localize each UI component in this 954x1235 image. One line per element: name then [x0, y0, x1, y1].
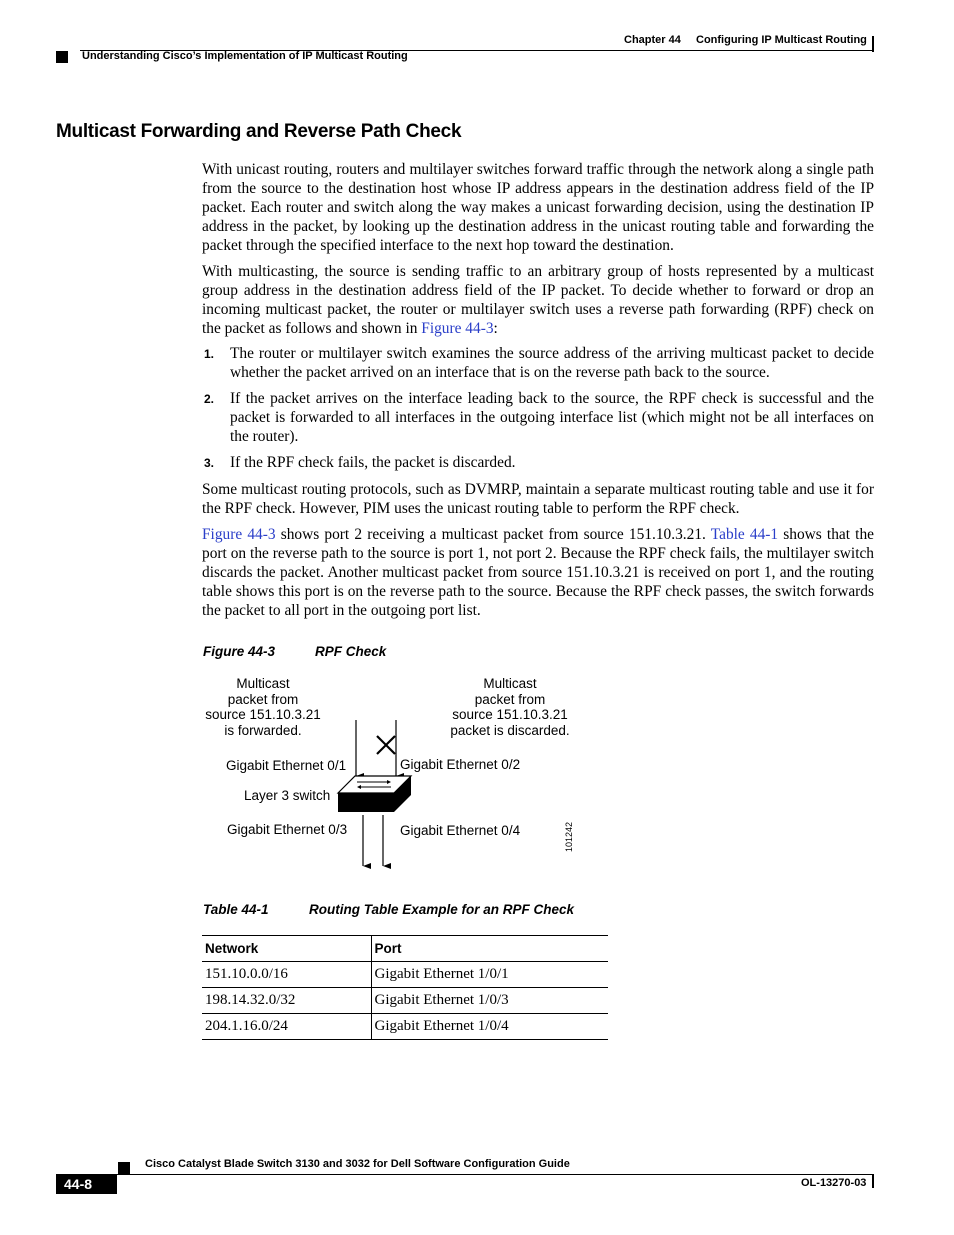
step-2-number: 2. [204, 392, 215, 406]
table-row [202, 1014, 608, 1040]
paragraph-example [202, 525, 874, 620]
port-0-2-label: Gigabit Ethernet 0/2 [400, 757, 521, 772]
section-heading: Multicast Forwarding and Reverse Path Check [56, 121, 462, 142]
step-2-text: If the packet arrives on the interface leading back to the source, the RPF check is successful and the packet is forwarded to all interfaces in the outgoing interface list (which might not be all interfaces on the router). [230, 390, 874, 445]
footer-rule [117, 1174, 874, 1175]
figure-title: RPF Check [315, 644, 387, 659]
discarded-line-3: source 151.10.3.21 [452, 707, 568, 722]
table-label: Table 44-1 [203, 902, 269, 917]
port-0-1-label: Gigabit Ethernet 0/1 [226, 758, 347, 773]
step-3-number: 3. [204, 456, 215, 470]
table-header-row [202, 936, 608, 962]
paragraph-example-text-2: shows that the port on the reverse path to the source is port 1, not port 2. Because the RPF check fails, the multilayer switch discards the packet. Another multicast packet from source 151.10.3.21 is received on port 1, and the routing table shows this port is on the reverse path to the source. Because the RPF check passes, the switch forwards the packet to all port in the outgoing port list. [202, 526, 874, 619]
footer-block [118, 1162, 130, 1174]
figure-44-3-link[interactable]: Figure 44-3 [421, 320, 494, 337]
footer-guide-title: Cisco Catalyst Blade Switch 3130 and 3032 for Dell Software Configuration Guide [145, 1158, 570, 1170]
cell-network: 151.10.0.0/16 [202, 962, 371, 988]
cell-port: Gigabit Ethernet 1/0/1 [371, 962, 608, 988]
cell-network: 198.14.32.0/32 [202, 988, 371, 1014]
switch-label: Layer 3 switch [244, 788, 331, 803]
discarded-line-4: packet is discarded. [450, 722, 570, 738]
paragraph-unicast: With unicast routing, routers and multilayer switches forward traffic through the network along a single path from the source to the destination host whose IP address appears in the destination address field of the IP packet. Each router and switch along the way makes a unicast forwarding decision, using the destination IP address in the packet, by looking up the destination address in the unicast routing table and forwarding the packet through the specified interface to the next hop toward the destination. [202, 161, 874, 254]
step-1-text: The router or multilayer switch examines the source address of the arriving multicast packet to decide whether the packet arrived on an interface that is on the reverse path back to the source. [230, 345, 874, 381]
switch-front [338, 793, 394, 812]
table-row [202, 988, 608, 1014]
header-chapter-title: Configuring IP Multicast Routing [696, 34, 867, 46]
table-row [202, 962, 608, 988]
forwarded-line-1: Multicast [236, 676, 290, 691]
port-0-4-label: Gigabit Ethernet 0/4 [400, 823, 521, 838]
paragraph-multicast [202, 262, 874, 338]
figure-label: Figure 44-3 [203, 644, 276, 659]
discarded-line-2: packet from [474, 691, 546, 707]
cell-network: 204.1.16.0/24 [202, 1014, 371, 1040]
column-header-network: Network [202, 936, 371, 962]
column-header-port: Port [371, 936, 608, 962]
header-left-block [56, 51, 68, 63]
diagram-graphics [195, 672, 595, 872]
table-title: Routing Table Example for an RPF Check [309, 902, 575, 917]
cell-port: Gigabit Ethernet 1/0/3 [371, 988, 608, 1014]
paragraph-protocols: Some multicast routing protocols, such as DVMRP, maintain a separate multicast routing table and use it for the RPF check. However, PIM uses the unicast routing table to perform the RPF check. [202, 481, 874, 517]
forwarded-line-3: source 151.10.3.21 [205, 707, 321, 722]
forwarded-line-2: packet from [227, 691, 299, 707]
figure-id: 101242 [564, 821, 574, 852]
paragraph-multicast-text: With multicasting, the source is sending traffic to an arbitrary group of hosts represented by a multicast group address in the destination address field of the IP packet. To decide whether to forward or drop an incoming multicast packet, the router or multilayer switch uses a reverse path forwarding (RPF) check on the packet as follows and shown in [202, 263, 874, 337]
step-3-text: If the RPF check fails, the packet is discarded. [230, 454, 516, 471]
routing-table [202, 935, 608, 1040]
page-number: 44-8 [64, 1176, 93, 1192]
table-44-1-link[interactable]: Table 44-1 [710, 526, 779, 543]
cell-port: Gigabit Ethernet 1/0/4 [371, 1014, 608, 1040]
footer-right-bar [872, 1174, 874, 1188]
rpf-check-diagram [195, 672, 595, 872]
paragraph-example-text-1: shows port 2 receiving a multicast packet from source 151.10.3.21. [275, 526, 711, 543]
header-chapter: Chapter 44 [624, 34, 681, 46]
forwarded-line-4: is forwarded. [224, 722, 302, 738]
port-0-3-label: Gigabit Ethernet 0/3 [227, 822, 348, 837]
header-section-title: Understanding Cisco’s Implementation of IP Multicast Routing [82, 50, 408, 62]
figure-44-3-link-2[interactable]: Figure 44-3 [202, 526, 276, 543]
discarded-line-1: Multicast [483, 676, 537, 691]
paragraph-multicast-suffix: : [493, 320, 498, 337]
document-id: OL-13270-03 [801, 1177, 867, 1189]
step-1-number: 1. [204, 347, 215, 361]
